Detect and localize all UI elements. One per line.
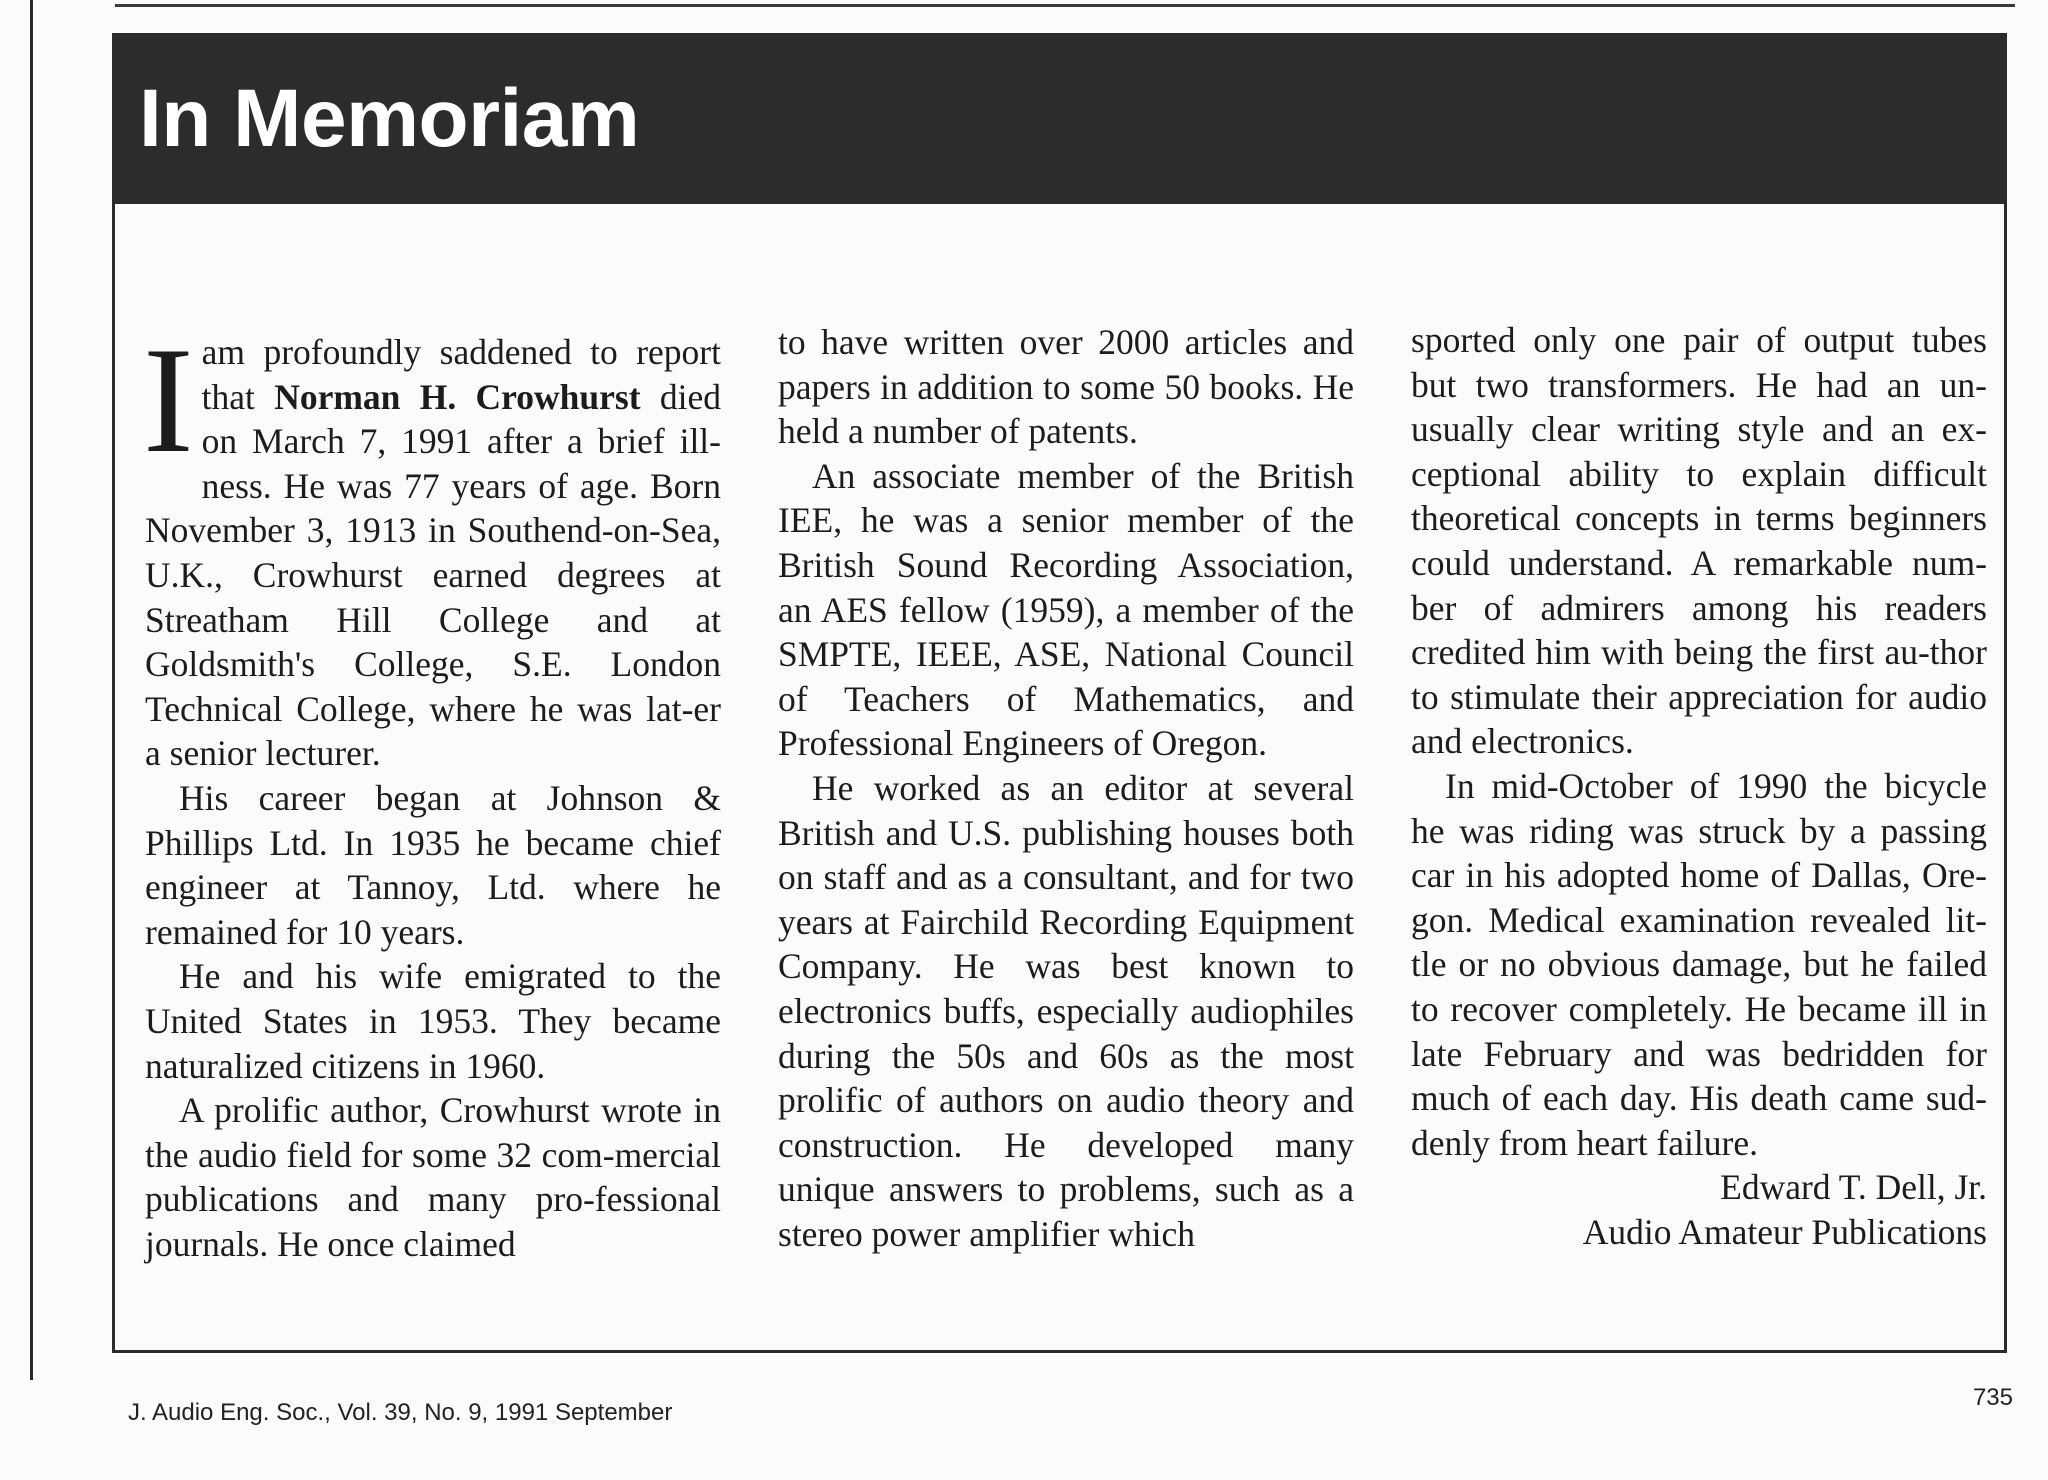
person-name: Norman H. Crowhurst [274, 376, 641, 417]
text-run: am profoundly saddened to report that [201, 332, 721, 417]
paragraph: sported only one pair of output tubes but two transformers. He had an un-usually clear writing style and an ex-ceptional ability to explain difficult theoretical concepts in terms beginners could understand. A remarkable num-ber of admirers among his readers credited him with being the first au-thor to stimulate their appreciation for audio and electronics. [1411, 320, 1987, 762]
title-banner [115, 36, 2004, 204]
column-1 [143, 316, 722, 1266]
paragraph [143, 316, 722, 776]
page-left-rule [30, 0, 33, 1380]
page-number: 735 [1972, 1384, 2013, 1411]
paragraph: He worked as an editor at several British and U.S. publishing houses both on staff and as a consultant, and for two years at Fairchild Recording Equipment Company. He was best known to electronics buffs, especially audiophiles during the 50s and 60s as the most prolific of authors on audio theory and construction. He developed many unique answers to problems, such as a stereo power amplifier which [778, 767, 1354, 1254]
signoff [1411, 1165, 1987, 1254]
journal-citation: J. Audio Eng. Soc., Vol. 39, No. 9, 1991 September [128, 1399, 673, 1426]
column-2 [778, 320, 1354, 1256]
paragraph: In mid-October of 1990 the bicycle he was riding was struck by a passing car in his adopted home of Dallas, Ore-gon. Medical examination revealed lit-tle or no obvious damage, but he failed to recover completely. He became ill in late February and was bedridden for much of each day. His death came sud-denly from heart failure. [1411, 765, 1987, 1163]
page-title: In Memoriam [139, 73, 640, 164]
paragraph: His career began at Johnson & Phillips Ltd. In 1935 he became chief engineer at Tannoy, Ltd. where he remained for 10 years. [145, 777, 721, 952]
signoff-organization: Audio Amateur Publications [1582, 1211, 1987, 1252]
column-3 [1411, 318, 1987, 1254]
paragraph: He and his wife emigrated to the United States in 1953. They became naturalized citizens in 1960. [145, 956, 721, 1086]
paragraph: A prolific author, Crowhurst wrote in the audio field for some 32 com-mercial publications and many pro-fessional journals. He once claimed [145, 1090, 721, 1264]
page-top-rule [115, 4, 2015, 7]
paragraph: to have written over 2000 articles and papers in addition to some 50 books. He held a number of patents. [778, 322, 1354, 452]
paragraph: An associate member of the British IEE, he was a senior member of the British Sound Recording Association, an AES fellow (1959), a member of the SMPTE, IEEE, ASE, National Council of Teachers of Mathematics, and Professional Engineers of Oregon. [778, 455, 1354, 764]
signoff-name: Edward T. Dell, Jr. [1720, 1167, 1987, 1208]
text-run: died on March 7, 1991 after a brief ill-ness. He was 77 years of age. Born November 3, 1913 in Southend-on-Sea, U.K., Crowhurst earned degrees at Streatham Hill College and at Goldsmith's College, S.E. London Technical College, where he was lat-er a senior lecturer. [145, 376, 722, 774]
drop-cap: I [143, 316, 194, 484]
memoriam-box [112, 33, 2007, 1353]
